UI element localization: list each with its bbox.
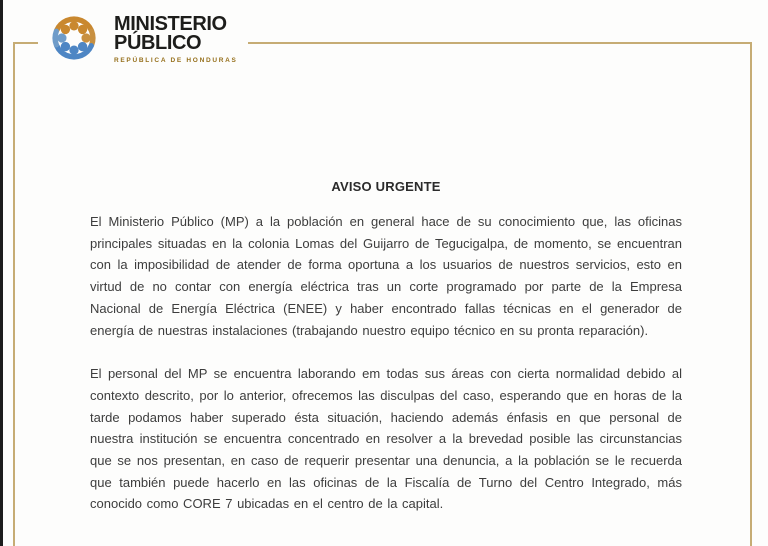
org-wordmark (114, 13, 238, 64)
notice-paragraph-2: El personal del MP se encuentra laborando em todas sus áreas con cierta normalidad debido al contexto descrito, por lo anterior, ofrecemos las disculpas del caso, esperando que en horas de la tarde podamos haber superado ésta situación, haciendo además énfasis en que personal de nuestra institución se encuentra concentrado en resolver a la brevedad posible las circunstancias que se nos presentan, en caso de requerir presentar una denuncia, a la población se le recuerda que también puede hacerlo en las oficinas de la Fiscalía de Turno del Centro Integrado, más conocido como CORE 7 ubicadas en el centro de la capital. (90, 366, 682, 512)
letterhead-frame-right (750, 42, 752, 546)
letterhead-frame-left (13, 42, 15, 546)
scan-edge-artifact (0, 0, 3, 546)
org-name-line2: PÚBLICO (114, 31, 202, 54)
notice-paragraph-1: El Ministerio Público (MP) a la población en general hace de su conocimiento que, las oficinas principales situadas en la colonia Lomas del Guijarro de Tegucigalpa, de momento, se encuentran con la imposibilidad de atender de forma oportuna a los usuarios de nuestros servicios, esto en virtud de no contar con energía eléctrica tras un corte programado por parte de la Empresa Nacional de Energía Eléctrica (ENEE) y haber encontrado fallas técnicas en el generador de energía de nuestras instalaciones (trabajando nuestro equipo técnico en su pronta reparación). (90, 214, 682, 338)
letterhead (38, 6, 248, 74)
notice-body (90, 179, 682, 537)
org-name-line1: MINISTERIO (114, 12, 227, 35)
ministerio-publico-logo-icon (42, 6, 106, 70)
org-tagline: REPÚBLICA DE HONDURAS (114, 56, 238, 64)
notice-title: AVISO URGENTE (331, 179, 441, 194)
